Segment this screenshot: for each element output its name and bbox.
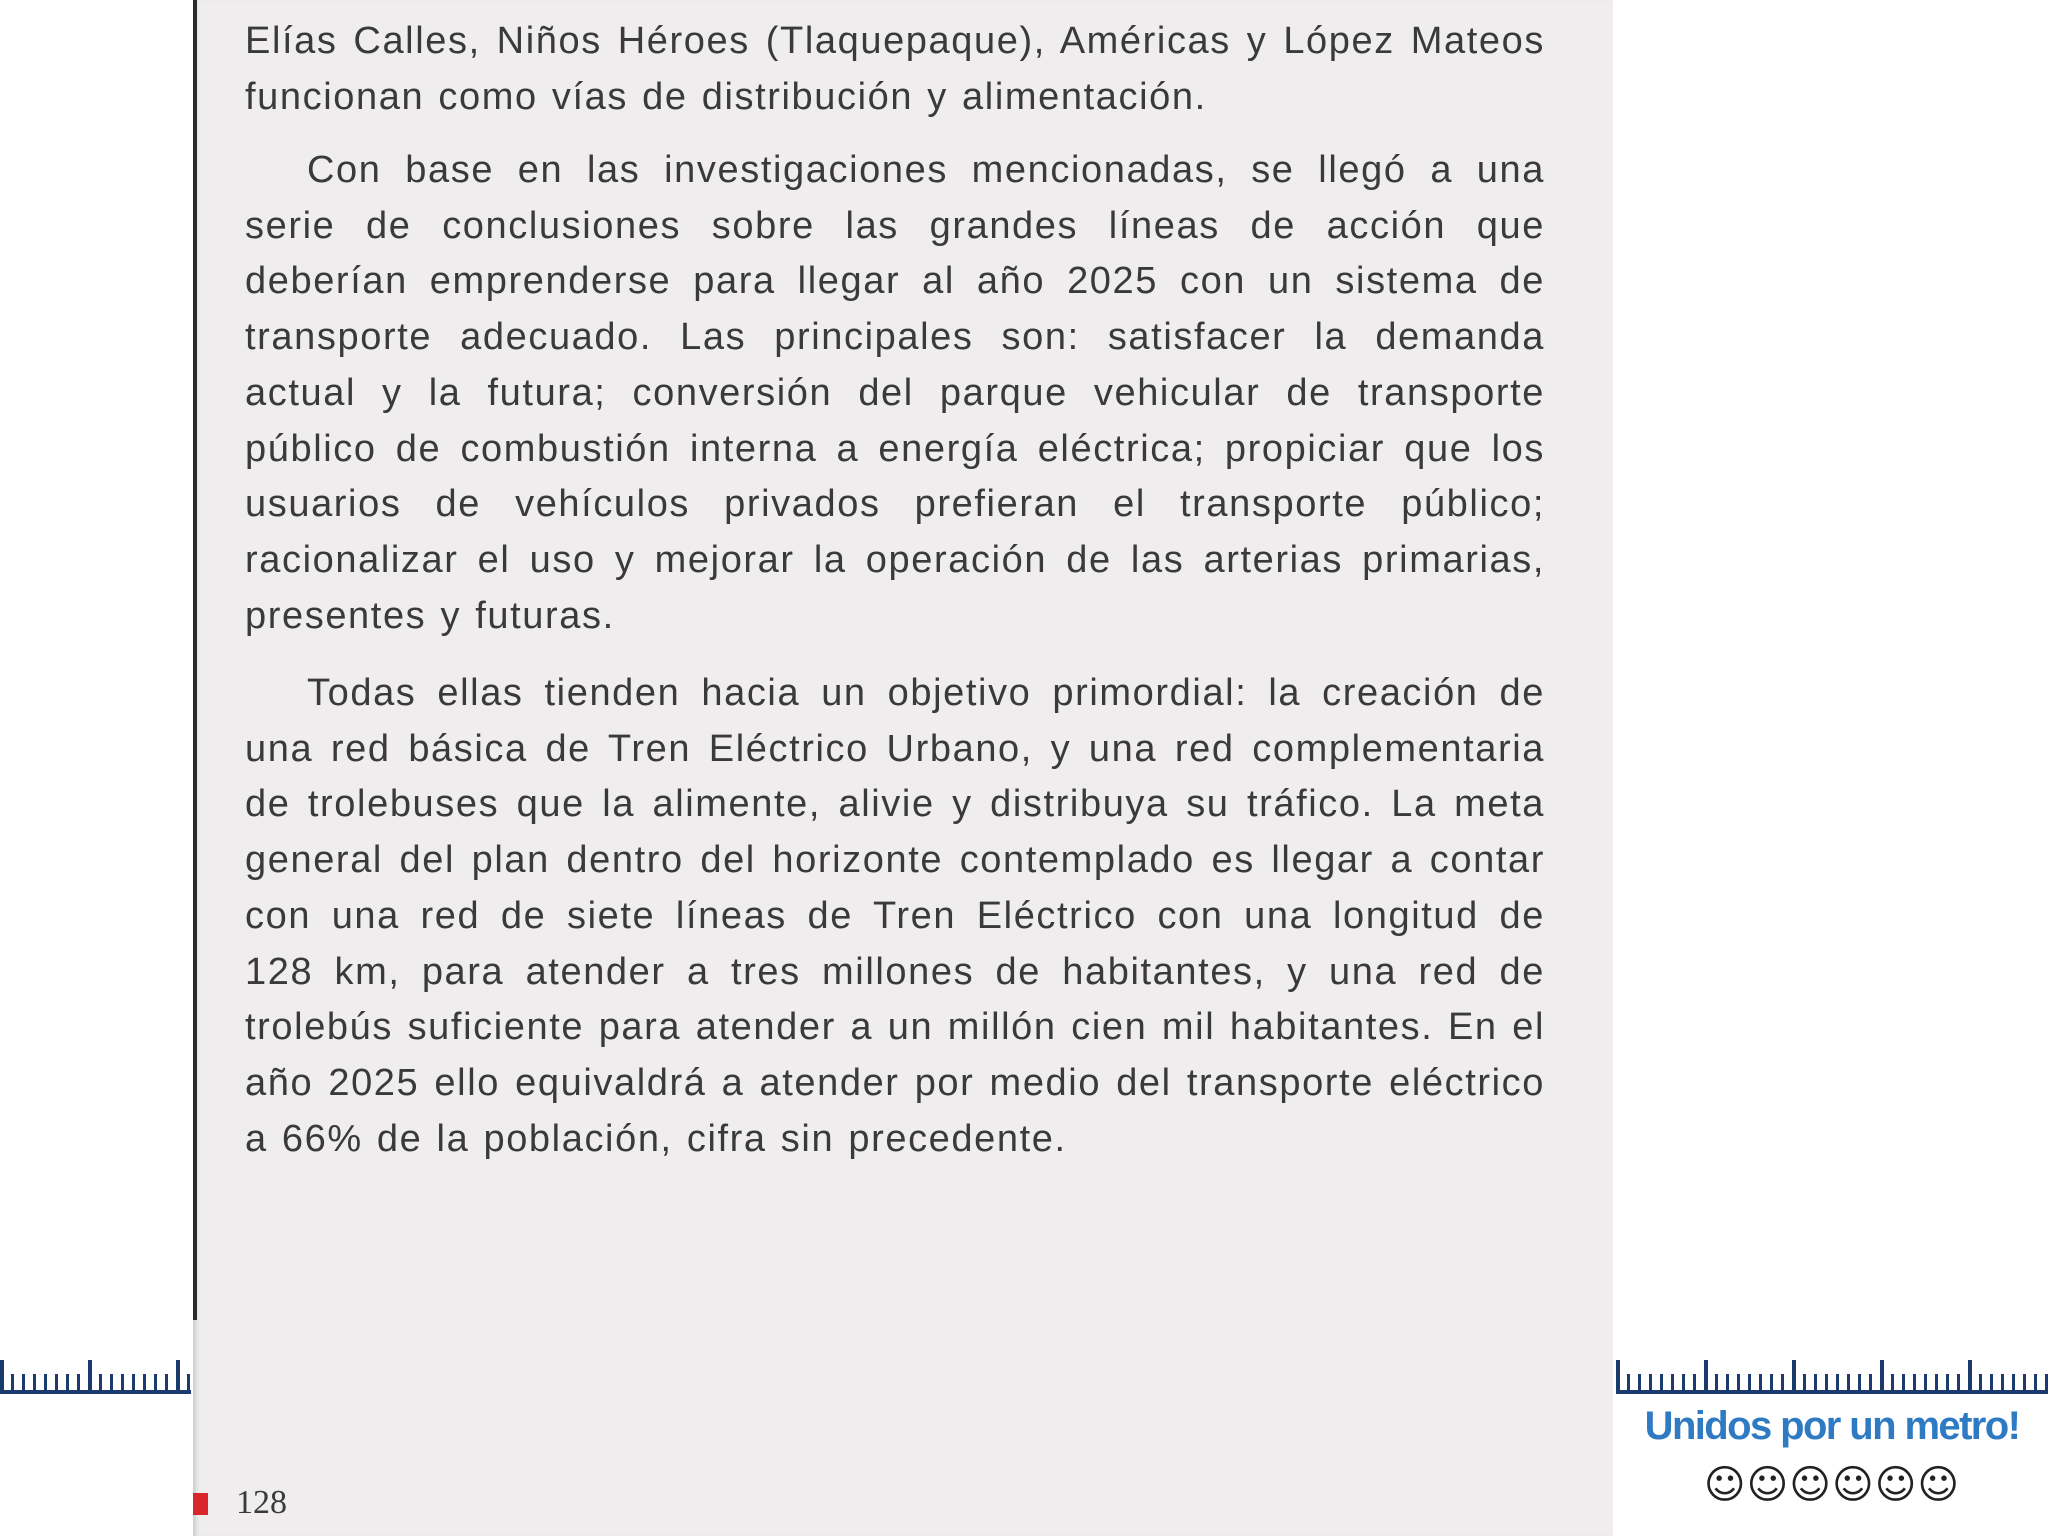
page-number-marker bbox=[193, 1493, 208, 1515]
paragraph-1: Elías Calles, Niños Héroes (Tlaquepaque), Américas y López Mateos funcionan como vías de distribución y alimentación. bbox=[245, 20, 1545, 118]
paragraph-2: Con base en las investigaciones mencionadas, se llegó a una serie de conclusiones sobre las grandes líneas de acción que deberían emprenderse para llegar al año 2025 con un sistema de transporte adecuado. Las principales son: satisfacer la demanda actual y la futura; conversión del parque vehicular de transporte público de combustión interna a energía eléctrica; propiciar que los usuarios de vehículos privados prefieran el transporte público; racionalizar el uso y mejorar la operación de las arterias primarias, presentes y futuras. bbox=[245, 149, 1545, 637]
brand-slogan: Unidos por un metro! bbox=[1644, 1404, 2020, 1448]
paragraph-3: Todas ellas tienden hacia un objetivo primordial: la creación de una red básica de Tren Eléctrico Urbano, y una red complementaria de trolebuses que la alimente, alivie y distribuya su tráfico. La meta general del plan dentro del horizonte contemplado es llegar a contar con una red de siete líneas de Tren Eléctrico con una longitud de 128 km, para atender a tres millones de habitantes, y una red de trolebús suficiente para atender a un millón cien mil habitantes. En el año 2025 ello equivaldrá a atender por medio del transporte eléctrico a 66% de la población, cifra sin precedente. bbox=[245, 672, 1545, 1160]
smiley-icons: ☺☺☺☺☺☺ bbox=[1703, 1462, 1961, 1508]
page-number: 128 bbox=[236, 1484, 287, 1521]
decorative-ruler-right bbox=[1616, 1360, 2048, 1394]
decorative-ruler-left bbox=[0, 1360, 191, 1394]
